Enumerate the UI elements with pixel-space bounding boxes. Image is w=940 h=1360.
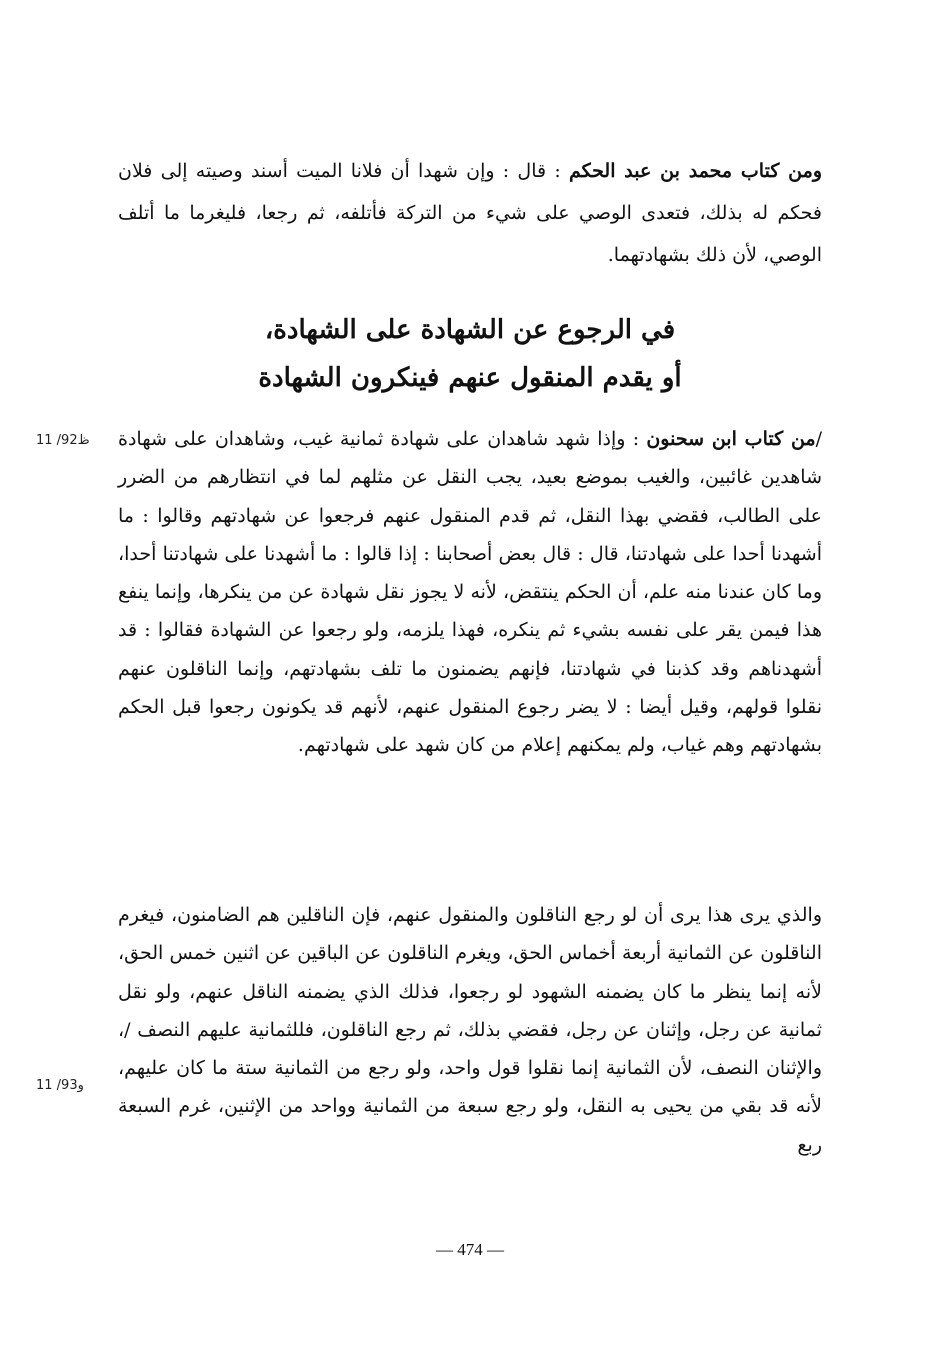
main-paragraph: [118, 420, 822, 765]
folio-margin-note: 11 /92ظ: [36, 433, 90, 448]
source-title: من كتاب ابن سحنون: [646, 428, 816, 450]
continuation-paragraph: [118, 896, 822, 1164]
heading-line-1: في الرجوع عن الشهادة على الشهادة،: [264, 315, 676, 345]
page-number: — 474 —: [436, 1240, 504, 1259]
source-title: ومن كتاب محمد بن عبد الحكم: [569, 160, 823, 182]
folio-margin-note: 11 /93و: [36, 1078, 84, 1093]
section-heading: [150, 306, 790, 402]
folio-mark: /: [815, 428, 823, 450]
opening-paragraph: [118, 150, 822, 276]
paragraph-text: : وإذا شهد شاهدان على شهادة ثمانية غيب، وشاهدان على شهادة شاهدين غائبين، والغيب بموضع بعيد، يجب النقل عن مثلهم لما في انتظارهم من الضرر على الطالب، فقضي بهذا النقل، ثم قدم المنقول عنهم فرجعوا عن شهادتهم وقالوا : ما أشهدنا أحدا على شهادتنا، قال : قال بعض أصحابنا : إذا قالوا : ما أشهدنا على شهادتنا أحدا، وما كان عندنا منه علم، أن الحكم ينتقض، لأنه لا يجوز نقل شهادة عن من ينكرها، وإنما ينفع هذا فيمن يقر على نفسه بشيء ثم ينكره، فهذا يلزمه، ولو رجعوا عن الشهادة فقالوا : قد أشهدناهم وقد كذبنا في شهادتنا، فإنهم يضمنون ما تلف بشهادتهم، وإنما الناقلون عنهم نقلوا قولهم، وقيل أيضا : لا يضر رجوع المنقول عنهم، لأنهم قد يكونون رجعوا قبل الحكم بشهادتهم وهم غياب، ولم يمكنهم إعلام من كان شهد على شهادتهم.: [118, 428, 822, 757]
heading-line-2: أو يقدم المنقول عنهم فينكرون الشهادة: [258, 363, 682, 393]
paragraph-text: والذي يرى هذا يرى أن لو رجع الناقلون والمنقول عنهم، فإن الناقلين هم الضامنون، فيغرم الناقلون عن الثمانية أربعة أخماس الحق، ويغرم الناقلون عن الباقين عن اثنين خمس الحق، لأنه إنما ينظر ما كان يضمنه الشهود لو رجعوا، فذلك الذي يضمنه الناقل عنهم، ولو نقل ثمانية عن رجل، وإثنان عن رجل، فقضي بذلك، ثم رجع الناقلون، فللثمانية عليهم النصف /، والإثنان النصف، لأن الثمانية إنما نقلوا قول واحد، ولو رجع من الثمانية ستة ما كان عليهم، لأنه قد بقي من يحيى به النقل، ولو رجع سبعة من الثمانية وواحد من الإثنين، غرم السبعة ربع: [118, 904, 822, 1156]
paragraph-text: : قال : وإن شهدا أن فلانا الميت أسند وصيته إلى فلان فحكم له بذلك، فتعدى الوصي على شيء من التركة فأتلفه، ثم رجعا، فليغرما ما أتلف الوصي، لأن ذلك بشهادتهما.: [118, 160, 822, 266]
